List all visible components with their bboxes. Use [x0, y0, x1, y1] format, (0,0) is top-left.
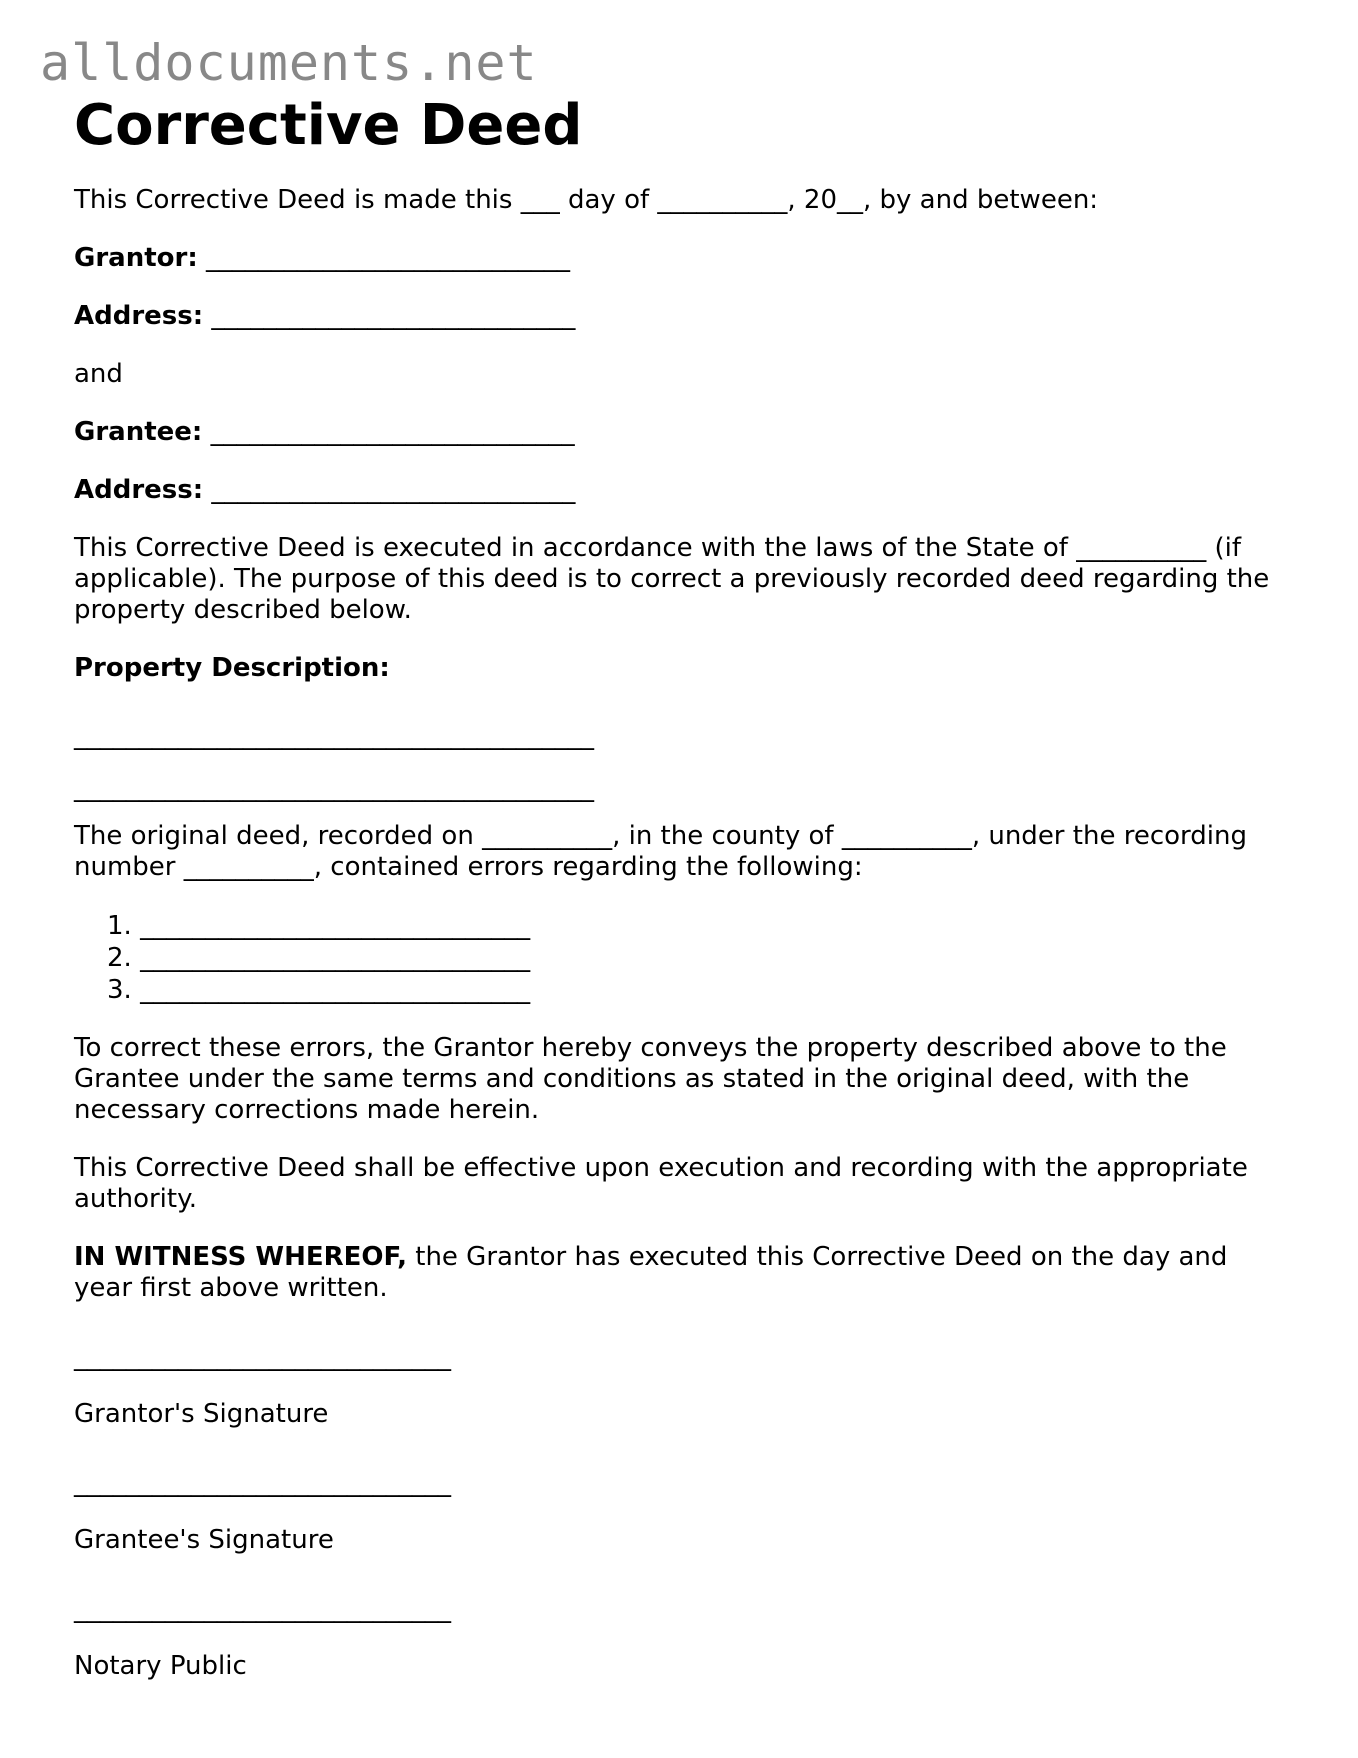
grantor-signature-label: Grantor's Signature: [74, 1399, 329, 1429]
grantor-blank: ____________________________: [197, 243, 570, 273]
original-deed-paragraph: The original deed, recorded on __________, in the county of __________, under the recording number __________, contained errors regarding the following:: [74, 821, 1256, 882]
law-paragraph: This Corrective Deed is executed in accordance with the laws of the State of __________ (if applicable). The purpose of this deed is to correct a previously recorded deed regarding the property described below.: [74, 533, 1278, 625]
grantor-line: [74, 243, 1274, 274]
grantor-address-line: [74, 301, 1274, 332]
error-item-2: 2. ______________________________: [107, 943, 531, 973]
error-item-1: 1. ______________________________: [107, 911, 531, 941]
grantee-address-label: Address:: [74, 475, 204, 505]
property-line-2: ________________________________________: [74, 773, 594, 803]
document-page: [74, 92, 1278, 1682]
grantee-blank: ____________________________: [202, 417, 575, 447]
grantee-signature-line: _____________________________: [74, 1468, 451, 1498]
grantee-signature-label: Grantee's Signature: [74, 1525, 334, 1555]
document-title: Corrective Deed: [74, 93, 583, 158]
grantor-address-blank: ____________________________: [203, 301, 576, 331]
witness-paragraph: [74, 1242, 1274, 1304]
notary-signature-line: _____________________________: [74, 1594, 451, 1624]
error-item-3: 3. ______________________________: [107, 975, 531, 1005]
grantee-label: Grantee:: [74, 417, 203, 447]
witness-lead: IN WITNESS WHEREOF,: [74, 1242, 407, 1272]
witness-rest: the Grantor has executed this Corrective Deed on the day and year first above written.: [74, 1242, 1236, 1303]
watermark: alldocuments.net: [40, 34, 538, 92]
effective-paragraph: This Corrective Deed shall be effective upon execution and recording with the appropriate authority.: [74, 1153, 1257, 1214]
grantor-address-label: Address:: [74, 301, 204, 331]
property-heading: Property Description:: [74, 653, 390, 683]
intro-paragraph: This Corrective Deed is made this ___ day of __________, 20__, by and between:: [74, 185, 1099, 215]
grantee-address-line: [74, 475, 1274, 506]
correction-paragraph: To correct these errors, the Grantor hereby conveys the property described above to the Grantee under the same terms and conditions as stated in the original deed, with the necessary corrections made herein.: [74, 1033, 1235, 1125]
and-text: and: [74, 359, 123, 389]
grantor-label: Grantor:: [74, 243, 198, 273]
notary-label: Notary Public: [74, 1651, 247, 1681]
grantee-line: [74, 417, 1274, 448]
grantor-signature-line: _____________________________: [74, 1342, 451, 1372]
grantee-address-blank: ____________________________: [203, 475, 576, 505]
property-line-1: ________________________________________: [74, 721, 594, 751]
errors-list: [74, 910, 1274, 1006]
